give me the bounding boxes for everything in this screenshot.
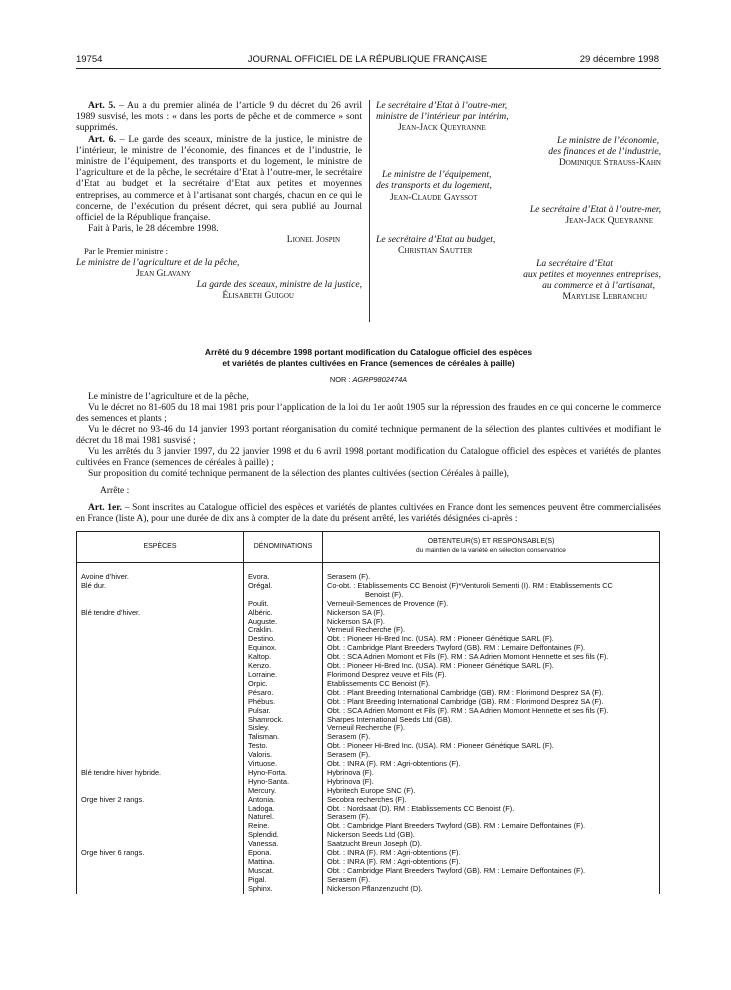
signatory-2: Le ministre de l’économie, des finances et de l’industrie, Dominique Strauss-Kahn [548,134,661,169]
cell-espece [77,724,244,733]
cell-denomination: Ladoga. [244,805,323,814]
cell-denomination: Virtuose. [244,760,323,769]
justice-title: La garde des sceaux, ministre de la justice, [196,279,362,291]
cell-espece [77,751,244,760]
cell-espece [77,716,244,725]
cell-denomination: Pulsar. [244,707,323,716]
cell-espece [77,822,244,831]
cell-denomination: Talisman. [244,733,323,742]
header-rule [76,68,661,69]
cell-obtenteur: Serasem (F). [323,733,660,742]
cell-denomination: Hyno-Forta. [244,769,323,778]
cell-espece [77,778,244,787]
cell-obtenteur: Florimond Desprez veuve et Fils (F). [323,671,660,680]
cell-denomination: Kenzo. [244,662,323,671]
cell-espece [77,867,244,876]
justice-name: Élisabeth Guigou [222,290,294,302]
article-5: Art. 5. – Au a du premier alinéa de l’article 9 du décret du 26 avril 1989 susvisé, les mots : « dans les ports de pêche et de commerce » sont supprimés. [76,100,362,134]
cell-obtenteur: Hybrinova (F). [323,769,660,778]
cell-denomination: Muscat. [244,867,323,876]
cell-espece [77,680,244,689]
cell-obtenteur: Obt. : Pioneer Hi-Bred Inc. (USA). RM : Pioneer Génétique SARL (F). [323,662,660,671]
cell-denomination: Destino. [244,635,323,644]
vu-decret-1981: Vu le décret no 81-605 du 18 mai 1981 pris pour l’application de la loi du 1er août 1905 sur la répression des fraudes en ce qui concerne le commerce des semences et plants ; [76,403,661,424]
cell-obtenteur: Serasem (F). [323,813,660,822]
cell-obtenteur [323,563,660,574]
cell-obtenteur: Serasem (F). [323,573,660,582]
cell-espece [77,644,244,653]
col-denominations: DÉNOMINATIONS [244,532,323,563]
cell-denomination: Sphinx. [244,885,323,894]
issue-date: 29 décembre 1998 [579,54,659,65]
cell-obtenteur: Serasem (F). [323,876,660,885]
cell-denomination: Reine. [244,822,323,831]
cell-espece: Orge hiver 6 rangs. [77,849,244,858]
cell-espece [77,635,244,644]
cell-obtenteur: Obt. : Nordsaat (D). RM : Etablissements CC Benoist (F). [323,805,660,814]
cell-denomination: Hyno-Santa. [244,778,323,787]
article-1: Art. 1er. – Sont inscrites au Catalogue officiel des espèces et variétés de plantes cultivées en France dont les semences peuvent être commercialisées en France (liste A), pour une durée de dix ans à compter de la date du présent arrêté, les variétés désignées ci-après : [76,503,661,524]
cell-obtenteur: Nickerson Pflanzenzucht (D). [323,885,660,894]
cell-obtenteur: Verneuil-Semences de Provence (F). [323,600,660,609]
cell-denomination: Antonia. [244,796,323,805]
signatory-1: Le secrétaire d’Etat à l’outre-mer, ministre de l’intérieur par intérim, Jean-Jack Queyranne [376,100,509,134]
signatory-5: Le secrétaire d’Etat au budget, Christian Sautter [376,234,496,257]
signatory-3: Le ministre de l’équipement, des transports et du logement, Jean-Claude Gayssot [376,169,492,203]
cell-espece [77,805,244,814]
cell-denomination: Albéric. [244,609,323,618]
arrete-verb: Arrête : [100,486,130,496]
cell-obtenteur: Obt. : Cambridge Plant Breeders Twyford (GB). RM : Lemaire Deffontaines (F). [323,644,660,653]
cell-denomination: Vanessa. [244,840,323,849]
cell-obtenteur: Secobra recherches (F). [323,796,660,805]
signatory-6: La secrétaire d’Etat aux petites et moyennes entreprises, au commerce et à l’artisanat, Marylise Lebranchu [523,257,661,303]
signatory-4: Le secrétaire d’Etat à l’outre-mer, Jean-Jack Queyranne [529,203,661,227]
cell-obtenteur: Obt. : Pioneer Hi-Bred Inc. (USA). RM : Pioneer Génétique SARL (F). [323,635,660,644]
cell-denomination: Lorraine. [244,671,323,680]
cell-espece [77,876,244,885]
cell-denomination: Phébus. [244,698,323,707]
cell-obtenteur: Verneuil Recherche (F). [323,724,660,733]
col-obtenteurs: OBTENTEUR(S) ET RESPONSABLE(S) du maintien de la variété en sélection conservatrice [323,532,660,563]
cell-obtenteur: Obt. : Plant Breeding International Cambridge (GB). RM : Florimond Desprez SA (F). [323,698,660,707]
cell-denomination: Craklin. [244,626,323,635]
cell-obtenteur: Obt. : Plant Breeding International Cambridge (GB). RM : Florimond Desprez SA (F). [323,689,660,698]
cell-espece [77,707,244,716]
cell-obtenteur: Obt. : Pioneer Hi-Bred Inc. (USA). RM : Pioneer Génétique SARL (F). [323,742,660,751]
table-row [77,885,660,894]
arrete-title: Arrêté du 9 décembre 1998 portant modification du Catalogue officiel des espèces et variétés de plantes cultivées en France (semences de céréales à paille) [204,347,533,368]
page-header [76,54,659,68]
cell-espece: Avoine d’hiver. [77,573,244,582]
nor-reference: NOR : AGRP9802474A [329,375,408,384]
cell-denomination: Kaltop. [244,653,323,662]
agri-name: Jean Glavany [136,268,192,280]
cell-obtenteur: Obt. : SCA Adrien Momont et Fils (F). RM : SA Adrien Momont Hennette et ses fils (F). [323,707,660,716]
cell-espece [77,858,244,867]
cell-espece [77,831,244,840]
column-divider [369,100,370,322]
cell-obtenteur: Nickerson SA (F). [323,618,660,627]
cell-obtenteur: Hybritech Europe SNC (F). [323,787,660,796]
journal-title: JOURNAL OFFICIEL DE LA RÉPUBLIQUE FRANÇAISE [247,54,488,65]
col-especes: ESPÈCES [77,532,244,563]
pm-intro: Par le Premier ministre : [84,245,169,256]
cell-espece [77,618,244,627]
cell-obtenteur: Sharpes International Seeds Ltd (GB). [323,716,660,725]
cell-denomination: Pigal. [244,876,323,885]
cell-denomination: Splendid. [244,831,323,840]
cell-denomination: Evora. [244,573,323,582]
cell-obtenteur: Co-obt. : Etablissements CC Benoist (F)*Venturoli Sementi (I). RM : Etablissements CC [323,582,660,591]
cell-denomination: Shamrock. [244,716,323,725]
decree-left-column [76,100,362,302]
vu-decret-1993: Vu le décret no 93-46 du 14 janvier 1993 portant réorganisation du comité technique permanent de la sélection des plantes cultivées et modifiant le décret du 18 mai 1981 susvisé ; [76,425,661,446]
cell-espece: Blé tendre hiver hybride. [77,769,244,778]
cell-denomination: Poulit. [244,600,323,609]
vu-arretes: Vu les arrêtés du 3 janvier 1997, du 22 janvier 1998 et du 6 avril 1998 portant modification du Catalogue officiel des espèces et variétés de plantes cultivées en France (semences de céréales à paille) ; [76,447,661,468]
cell-obtenteur: Obt. : Cambridge Plant Breeders Twyford (GB). RM : Lemaire Deffontaines (F). [323,867,660,876]
article-6: Art. 6. – Le garde des sceaux, ministre de la justice, le ministre de l’intérieur, le ministre de l’économie, des finances et de l’industrie, le ministre de l’équipement, des transports et du logement, le ministre de l’agriculture et de la pêche, le secrétaire d’Etat à l’outre-mer, le secrétaire d’Etat au budget et la secrétaire d’Etat aux petites et moyennes entreprises, au commerce et à l’artisanat sont chargés, chacun en ce qui le concerne, de l’exécution du présent décret, qui sera publié au Journal officiel de la République française. [76,133,362,224]
cell-obtenteur: Serasem (F). [323,751,660,760]
cell-denomination: Sisley. [244,724,323,733]
cell-espece [77,626,244,635]
table-header-row [77,532,660,563]
cell-denomination: Mattina. [244,858,323,867]
signature-date: Fait à Paris, le 28 décembre 1998. [88,223,219,235]
cell-espece [77,885,244,894]
decree-right-column [376,100,661,303]
cell-espece [77,662,244,671]
cell-obtenteur: Benoist (F). [323,591,660,600]
cell-denomination: Testo. [244,742,323,751]
cell-obtenteur: Verneuil Recherche (F). [323,626,660,635]
cell-espece [77,742,244,751]
cell-espece [77,733,244,742]
cell-espece [77,698,244,707]
cell-denomination: Pésaro. [244,689,323,698]
cell-obtenteur: Nickerson SA (F). [323,609,660,618]
cell-denomination: Auguste. [244,618,323,627]
cell-denomination: Naturel. [244,813,323,822]
cell-obtenteur: Obt. : INRA (F). RM : Agri-obtentions (F). [323,849,660,858]
cell-obtenteur: Obt. : INRA (F). RM : Agri-obtentions (F). [323,858,660,867]
cell-obtenteur: Obt. : SCA Adrien Momont et Fils (F). RM : SA Adrien Momont Hennette et ses fils (F). [323,653,660,662]
cell-denomination: Orégal. [244,582,323,591]
minister-line: Le ministre de l’agriculture et de la pêche, [88,392,249,402]
cell-espece: Blé dur. [77,582,244,591]
cell-denomination: Equinox. [244,644,323,653]
table-body [77,563,660,894]
varieties-table [76,531,660,894]
agri-title: Le ministre de l’agriculture et de la pêche, [76,256,240,268]
cell-denomination: Mercury. [244,787,323,796]
cell-denomination: Orpic. [244,680,323,689]
arrete-body [76,392,661,525]
cell-obtenteur: Nickerson Seeds Ltd (GB). [323,831,660,840]
cell-obtenteur: Hybrinova (F). [323,778,660,787]
cell-obtenteur: Saatzucht Breun Joseph (D). [323,840,660,849]
cell-obtenteur: Obt. : Cambridge Plant Breeders Twyford (GB). RM : Lemaire Deffontaines (F). [323,822,660,831]
cell-espece [77,653,244,662]
cell-denomination: Epona. [244,849,323,858]
cell-espece: Blé tendre d’hiver. [77,609,244,618]
cell-espece: Orge hiver 2 rangs. [77,796,244,805]
sur-proposition: Sur proposition du comité technique permanent de la sélection des plantes cultivées (section Céréales à paille), [88,469,510,479]
cell-espece [77,591,244,600]
cell-espece [77,689,244,698]
cell-denomination: Valoris. [244,751,323,760]
cell-obtenteur: Etablissements CC Benoist (F). [323,680,660,689]
pm-name: Lionel Jospin [286,234,340,246]
cell-espece [77,813,244,822]
cell-espece [77,671,244,680]
page-number: 19754 [76,54,103,65]
cell-obtenteur: Obt. : INRA (F). RM : Agri-obtentions (F). [323,760,660,769]
